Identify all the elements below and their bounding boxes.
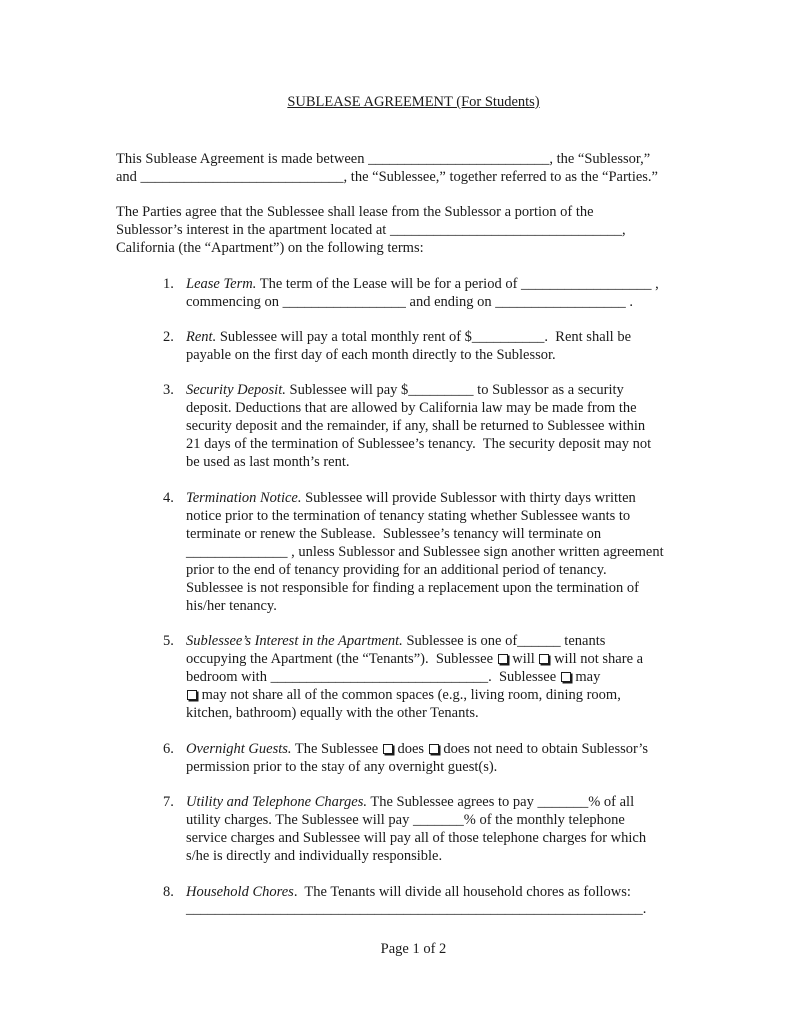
item-heading: Security Deposit. <box>186 382 286 398</box>
chores-line-2: _______________________________________________________________. <box>186 901 647 917</box>
item-number: 4. <box>163 490 174 506</box>
utility-line-3: service charges and Sublessee will pay all of those telephone charges for which <box>186 830 647 846</box>
interest-line-1: Sublessee’s Interest in the Apartment. Sublessee is one of______ tenants <box>186 633 606 649</box>
terms-intro-line-3: California (the “Apartment”) on the following terms: <box>116 240 424 256</box>
item-heading: Overnight Guests. <box>186 741 292 757</box>
intro-line-2: and ____________________________, the “Sublessee,” together referred to as the “Parties.” <box>116 169 658 185</box>
interest-line-4: may not share all of the common spaces (e.g., living room, dining room, <box>186 686 621 704</box>
terms-intro-line-2: Sublessor’s interest in the apartment located at ________________________________, <box>116 222 626 238</box>
deposit-line-3: security deposit and the remainder, if any, shall be returned to Sublessee within <box>186 418 646 434</box>
lease-term-line-1: Lease Term. The term of the Lease will be for a period of __________________ , <box>186 276 659 292</box>
chores-line-1: Household Chores. The Tenants will divide all household chores as follows: <box>186 884 631 900</box>
document-title: SUBLEASE AGREEMENT (For Students) <box>287 94 540 110</box>
may-share-checkbox[interactable] <box>561 672 571 682</box>
deposit-line-1: Security Deposit. Sublessee will pay $_________ to Sublessor as a security <box>186 382 624 398</box>
item-number: 5. <box>163 633 174 649</box>
guests-line-2: permission prior to the stay of any overnight guest(s). <box>186 759 498 775</box>
will-share-checkbox[interactable] <box>498 654 508 664</box>
rent-line-2: payable on the first day of each month directly to the Sublessor. <box>186 347 556 363</box>
item-heading: Utility and Telephone Charges. <box>186 794 367 810</box>
intro-line-1: This Sublease Agreement is made between _________________________, the “Sublessor,” <box>116 151 651 167</box>
rent-line-1: Rent. Sublessee will pay a total monthly rent of $__________. Rent shall be <box>186 329 632 345</box>
deposit-line-5: be used as last month’s rent. <box>186 454 350 470</box>
does-not-checkbox[interactable] <box>429 744 439 754</box>
interest-line-5: kitchen, bathroom) equally with the other Tenants. <box>186 705 479 721</box>
deposit-line-2: deposit. Deductions that are allowed by California law may be made from the <box>186 400 637 416</box>
interest-line-2: occupying the Apartment (the “Tenants”). Sublessee will will not share a <box>186 651 644 667</box>
utility-line-4: s/he is directly and individually responsible. <box>186 848 443 864</box>
termination-line-1: Termination Notice. Sublessee will provide Sublessor with thirty days written <box>186 490 636 506</box>
item-heading: Rent. <box>186 329 217 345</box>
will-not-share-checkbox[interactable] <box>539 654 549 664</box>
item-heading: Lease Term. <box>186 276 257 292</box>
termination-line-4: ______________ , unless Sublessor and Sublessee sign another written agreement <box>186 544 664 560</box>
utility-line-2: utility charges. The Sublessee will pay _______% of the monthly telephone <box>186 812 625 828</box>
page-footer: Page 1 of 2 <box>380 941 447 957</box>
termination-line-6: Sublessee is not responsible for finding a replacement upon the termination of <box>186 580 640 596</box>
terms-intro-line-1: The Parties agree that the Sublessee shall lease from the Sublessor a portion of the <box>116 204 594 220</box>
termination-line-5: prior to the end of tenancy providing for an additional period of tenancy. <box>186 562 607 578</box>
item-heading: Sublessee’s Interest in the Apartment. <box>186 633 403 649</box>
item-number: 3. <box>163 382 174 398</box>
termination-line-3: terminate or renew the Sublease. Sublessee’s tenancy will terminate on <box>186 526 602 542</box>
item-heading: Termination Notice. <box>186 490 302 506</box>
item-number: 8. <box>163 884 174 900</box>
termination-line-2: notice prior to the termination of tenancy stating whether Sublessee wants to <box>186 508 631 524</box>
item-number: 1. <box>163 276 174 292</box>
deposit-line-4: 21 days of the termination of Sublessee’s tenancy. The security deposit may not <box>186 436 652 452</box>
guests-line-1: Overnight Guests. The Sublessee does does not need to obtain Sublessor’s <box>186 741 649 757</box>
interest-line-3: bedroom with ______________________________. Sublessee may <box>186 669 601 685</box>
item-heading: Household Chores <box>186 884 294 900</box>
utility-line-1: Utility and Telephone Charges. The Sublessee agrees to pay _______% of all <box>186 794 635 810</box>
does-checkbox[interactable] <box>383 744 393 754</box>
termination-line-7: his/her tenancy. <box>186 598 277 614</box>
may-not-share-checkbox[interactable] <box>187 690 197 700</box>
lease-term-line-2: commencing on _________________ and ending on __________________ . <box>186 294 634 310</box>
item-number: 2. <box>163 329 174 345</box>
item-number: 7. <box>163 794 174 810</box>
item-number: 6. <box>163 741 174 757</box>
